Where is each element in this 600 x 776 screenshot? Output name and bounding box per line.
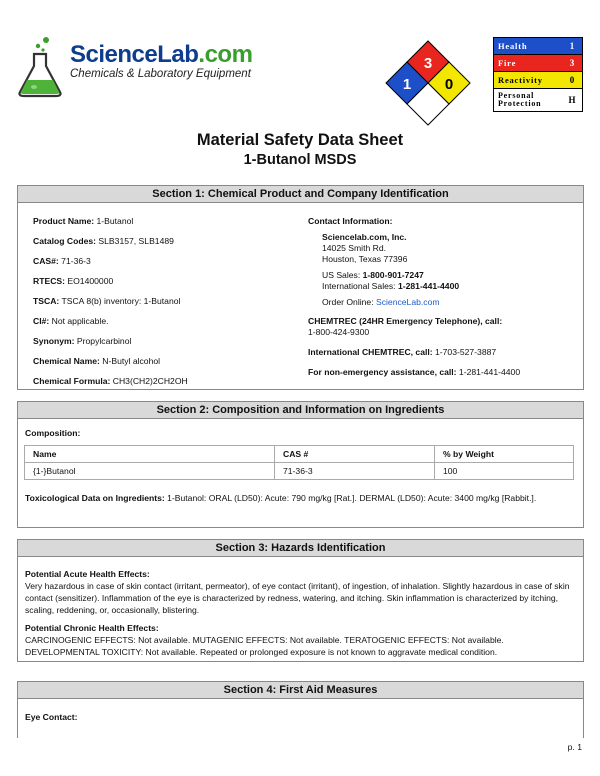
- sciencelab-logo: [16, 36, 253, 98]
- hmis-ppe-row: Personal Protection H: [494, 89, 582, 111]
- column-header-weight: % by Weight: [435, 446, 574, 463]
- table-row: [25, 463, 574, 480]
- synonym-line: Synonym: Propylcarbinol: [33, 336, 132, 346]
- column-header-cas: CAS #: [275, 446, 435, 463]
- chronic-effects-text: CARCINOGENIC EFFECTS: Not available. MUTAGENIC EFFECTS: Not available. TERATOGENIC EFFECTS: Not available. DEVELOPMENTAL TOXICITY: Not available. Repeated or prolonged exposure is not known to aggravate medical condition.: [25, 635, 504, 657]
- cas-line: CAS#: 71-36-3: [33, 256, 91, 266]
- hmis-fire-row: Fire 3: [494, 55, 582, 72]
- ci-line: CI#: Not applicable.: [33, 316, 109, 326]
- section-4: [17, 681, 584, 738]
- address-line-1: 14025 Smith Rd.: [322, 243, 387, 253]
- section-3: [17, 539, 584, 662]
- section-1-heading: Section 1: Chemical Product and Company Identification: [18, 186, 583, 203]
- nfpa-health: 1: [402, 76, 412, 93]
- ingredient-cas: 71-36-3: [275, 463, 435, 480]
- column-header-name: Name: [25, 446, 275, 463]
- intl-chemtrec-line: International CHEMTREC, call: 1-703-527-3887: [308, 347, 497, 357]
- contact-information: [308, 216, 578, 381]
- chronic-effects-label: Potential Chronic Health Effects:: [25, 623, 159, 633]
- rtecs-line: RTECS: EO1400000: [33, 276, 114, 286]
- order-online-line: Order Online: ScienceLab.com: [322, 297, 440, 307]
- flask-icon: [16, 36, 64, 98]
- eye-contact-label: Eye Contact:: [25, 712, 78, 722]
- us-sales-line: US Sales: 1-800-901-7247: [322, 270, 424, 280]
- hmis-health-row: Health 1: [494, 38, 582, 55]
- non-emergency-line: For non-emergency assistance, call: 1-281-441-4400: [308, 367, 521, 377]
- acute-effects-text: Very hazardous in case of skin contact (irritant, permeator), of eye contact (irritant), of ingestion, of inhalation. Slightly hazardous in case of skin contact (sensitizer). Inflammation of the eye is characterized by redness, watering, and itching. Skin inflammation is characterized by itching, scaling, reddening, or, occasionally, blistering.: [25, 581, 570, 615]
- composition-label: Composition:: [25, 428, 81, 438]
- logo-tagline: Chemicals & Laboratory Equipment: [70, 68, 251, 80]
- company-name: Sciencelab.com, Inc.: [322, 232, 407, 242]
- section-2-heading: Section 2: Composition and Information on Ingredients: [18, 402, 583, 419]
- chemtrec-label: CHEMTREC (24HR Emergency Telephone), call:: [308, 316, 503, 326]
- nfpa-flammability: 3: [423, 55, 433, 72]
- table-header-row: [25, 446, 574, 463]
- tsca-line: TSCA: TSCA 8(b) inventory: 1-Butanol: [33, 296, 181, 306]
- section-4-heading: Section 4: First Aid Measures: [18, 682, 583, 699]
- product-identification: [33, 216, 303, 396]
- page-number: p. 1: [567, 742, 582, 752]
- chemical-formula-line: Chemical Formula: CH3(CH2)2CH2OH: [33, 376, 188, 386]
- sciencelab-link[interactable]: ScienceLab.com: [375, 297, 440, 307]
- document-title: Material Safety Data Sheet: [196, 131, 404, 149]
- section-3-heading: Section 3: Hazards Identification: [18, 540, 583, 557]
- nfpa-diamond: [385, 40, 471, 126]
- composition-table: [24, 445, 574, 480]
- nfpa-reactivity: 0: [444, 76, 454, 93]
- logo-wordmark: ScienceLab.com: [70, 41, 253, 68]
- catalog-codes-line: Catalog Codes: SLB3157, SLB1489: [33, 236, 174, 246]
- chemtrec-number: 1-800-424-9300: [308, 327, 370, 337]
- hmis-label: [493, 37, 583, 112]
- document-subtitle: 1-Butanol MSDS: [243, 152, 357, 168]
- section-1: [17, 185, 584, 390]
- hmis-reactivity-row: Reactivity 0: [494, 72, 582, 89]
- hazards-body: [25, 568, 580, 658]
- contact-label: Contact Information:: [308, 216, 393, 226]
- address-line-2: Houston, Texas 77396: [322, 254, 408, 264]
- intl-sales-line: International Sales: 1-281-441-4400: [322, 281, 460, 291]
- ingredient-weight: 100: [435, 463, 574, 480]
- ingredient-name: {1-}Butanol: [25, 463, 275, 480]
- acute-effects-label: Potential Acute Health Effects:: [25, 569, 150, 579]
- product-name-line: Product Name: 1-Butanol: [33, 216, 134, 226]
- chemical-name-line: Chemical Name: N-Butyl alcohol: [33, 356, 161, 366]
- section-2: [17, 401, 584, 528]
- toxicological-data: Toxicological Data on Ingredients: 1-Butanol: ORAL (LD50): Acute: 790 mg/kg [Rat.]. DERMAL (LD50): Acute: 3400 mg/kg [Rabbit.].: [25, 493, 537, 503]
